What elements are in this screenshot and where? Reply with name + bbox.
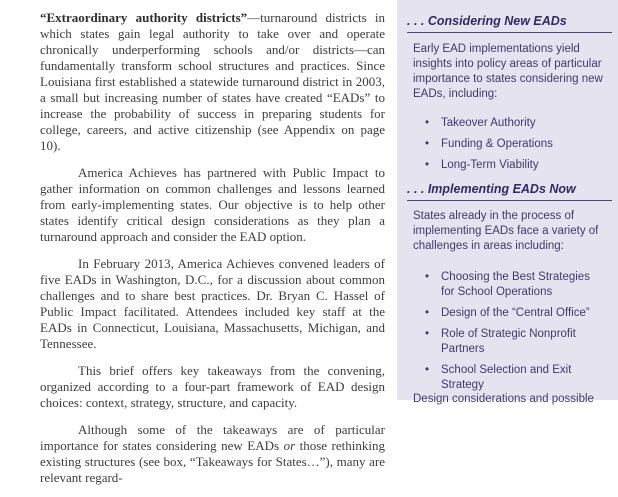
list-item: • Role of Strategic Nonprofit Partners <box>425 327 605 357</box>
sidebar-intro-implementing: States already in the process of implementing EADs face a variety of challenges in areas including: <box>413 210 599 252</box>
list-item: • Long-Term Viability <box>425 158 605 173</box>
list-item: • Design of the “Central Office” <box>425 306 605 321</box>
term-ead: “Extraordinary authority districts” <box>40 10 248 25</box>
sidebar-intro-considering: Early EAD implementations yield insights into policy areas of particular importance to states considering new EADs, including: <box>413 43 603 100</box>
paragraph-convening: In February 2013, America Achieves convened leaders of five EADs in Washington, D.C., for a discussion about common challenges and to share best practices. Dr. Bryan C. Hassel of Public Impact facilitated. Attendees included key staff at the EADs in Connecticut, Louisiana, Massachusetts, Michigan, and Tennessee. <box>40 256 385 351</box>
sidebar-heading-considering: . . . Considering New EADs <box>407 14 567 28</box>
list-item: • Choosing the Best Strategies for School Operations <box>425 270 605 300</box>
article-body <box>40 10 385 497</box>
sidebar-footer-text: Design considerations and possible <box>413 393 594 405</box>
list-item: • Funding & Operations <box>425 137 605 152</box>
paragraph-takeaways: Although some of the takeaways are of particular importance for states considering new EADs or those rethinking existing structures (see box, “Takeaways for States…”), many are relevant regard- <box>40 422 385 485</box>
sidebar-divider <box>407 32 612 33</box>
sidebar-divider <box>407 200 612 201</box>
paragraph-intro <box>40 10 385 154</box>
list-item: • School Selection and Exit Strategy <box>425 363 605 393</box>
sidebar-heading-implementing: . . . Implementing EADs Now <box>407 182 576 196</box>
paragraph-framework: This brief offers key takeaways from the convening, organized according to a four-part framework of EAD design choices: context, strategy, structure, and capacity. <box>40 363 385 410</box>
paragraph-partnership: America Achieves has partnered with Public Impact to gather information on common challenges and lessons learned from early-implementing states. Our objective is to help other states identify critical design considerations as they plan a turnaround approach and consider the EAD option. <box>40 165 385 244</box>
sidebar-list-implementing <box>425 270 605 399</box>
sidebar-list-considering <box>425 116 605 179</box>
list-item: • Takeover Authority <box>425 116 605 131</box>
paragraph-intro-text: —turnaround districts in which states gain legal authority to take over and operate chronically underperforming schools and/or districts—can fundamentally transform school structures and practices. Since Louisiana first established a statewide turnaround district in 2003, a small but increasing number of states have created “EADs” to increase the probability of success in preparing students for college, careers, and active citizenship (see Appendix on page 10). <box>40 10 385 153</box>
sidebar-box <box>397 0 618 405</box>
